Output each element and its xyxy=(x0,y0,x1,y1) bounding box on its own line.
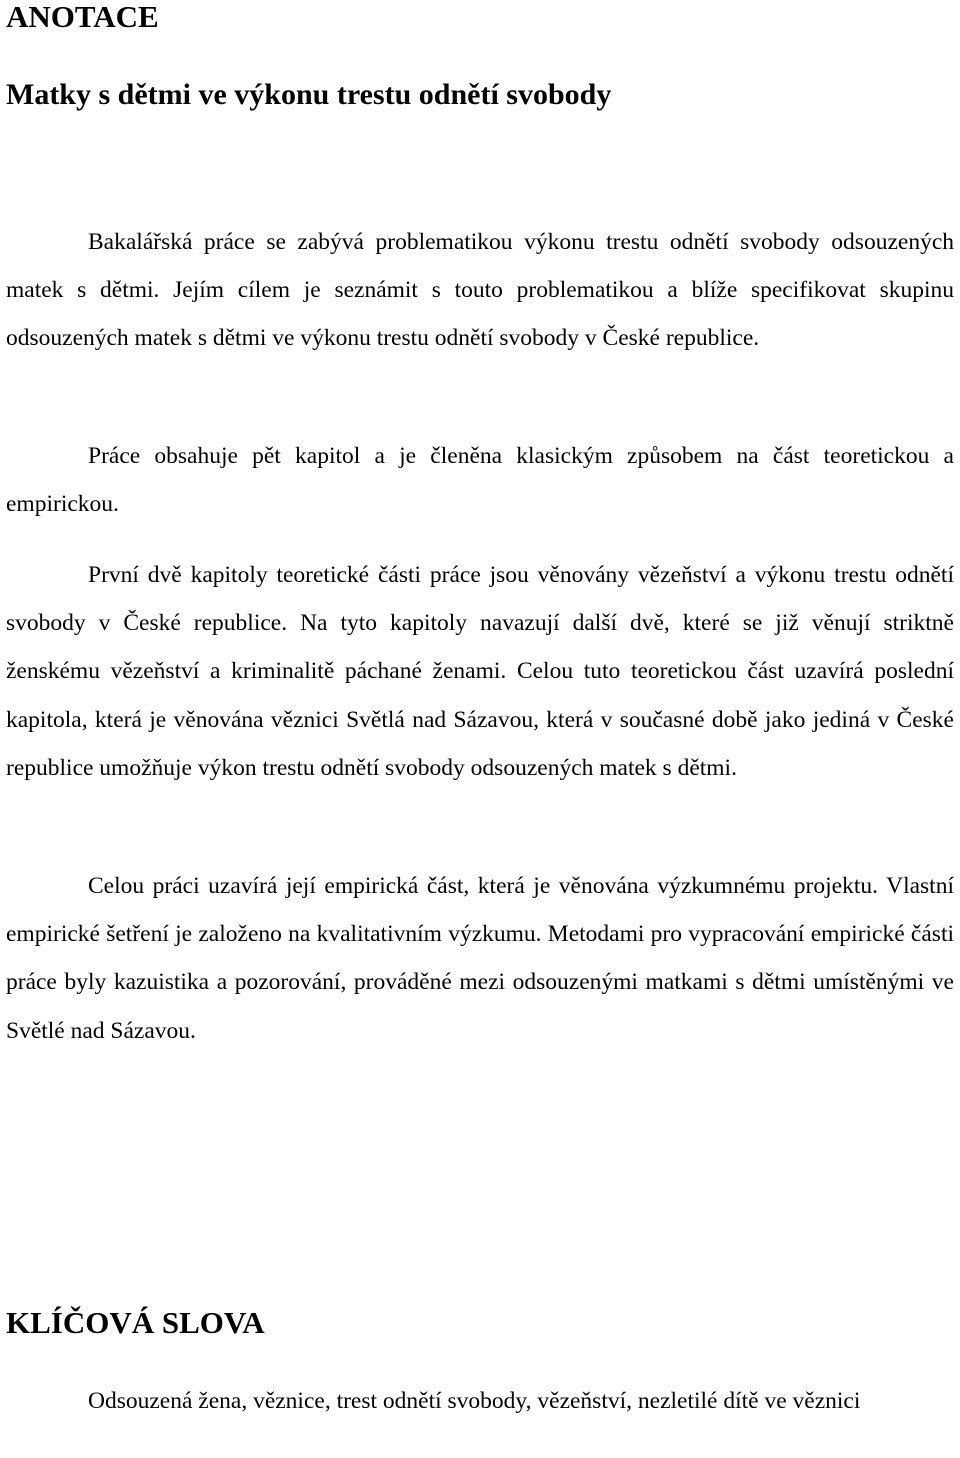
annotation-paragraph-4: Celou práci uzavírá její empirická část, která je věnována výzkumnému projektu. Vlastní empirické šetření je založeno na kvalitativním výzkumu. Metodami pro vypracování empirické části práce byly kazuistika a pozorování, prováděné mezi odsouzenými matkami s dětmi umístěnými ve Světlé nad Sázavou. xyxy=(6,873,954,1044)
annotation-paragraph-3: První dvě kapitoly teoretické části práce jsou věnovány vězeňství a výkonu trestu odnětí svobody v České republice. Na tyto kapitoly navazují další dvě, které se již věnují striktně ženskému vězeňství a kriminalitě páchané ženami. Celou tuto teoretickou část uzavírá poslední kapitola, která je věnována věznici Světlá nad Sázavou, která v současné době jako jediná v České republice umožňuje výkon trestu odnětí svobody odsouzených matek s dětmi. xyxy=(6,562,954,781)
keywords-text: Odsouzená žena, věznice, trest odnětí svobody, vězeňství, nezletilé dítě ve věznici xyxy=(88,1388,861,1414)
annotation-heading: ANOTACE xyxy=(6,0,159,34)
keywords-heading: KLÍČOVÁ SLOVA xyxy=(6,1305,265,1340)
annotation-paragraph-1: Bakalářská práce se zabývá problematikou výkonu trestu odnětí svobody odsouzených matek s dětmi. Jejím cílem je seznámit s touto problematikou a blíže specifikovat skupinu odsouzených matek s dětmi ve výkonu trestu odnětí svobody v České republice. xyxy=(6,229,954,352)
annotation-paragraph-2: Práce obsahuje pět kapitol a je členěna klasickým způsobem na část teoretickou a empirickou. xyxy=(6,443,954,518)
thesis-title: Matky s dětmi ve výkonu trestu odnětí svobody xyxy=(6,78,612,111)
